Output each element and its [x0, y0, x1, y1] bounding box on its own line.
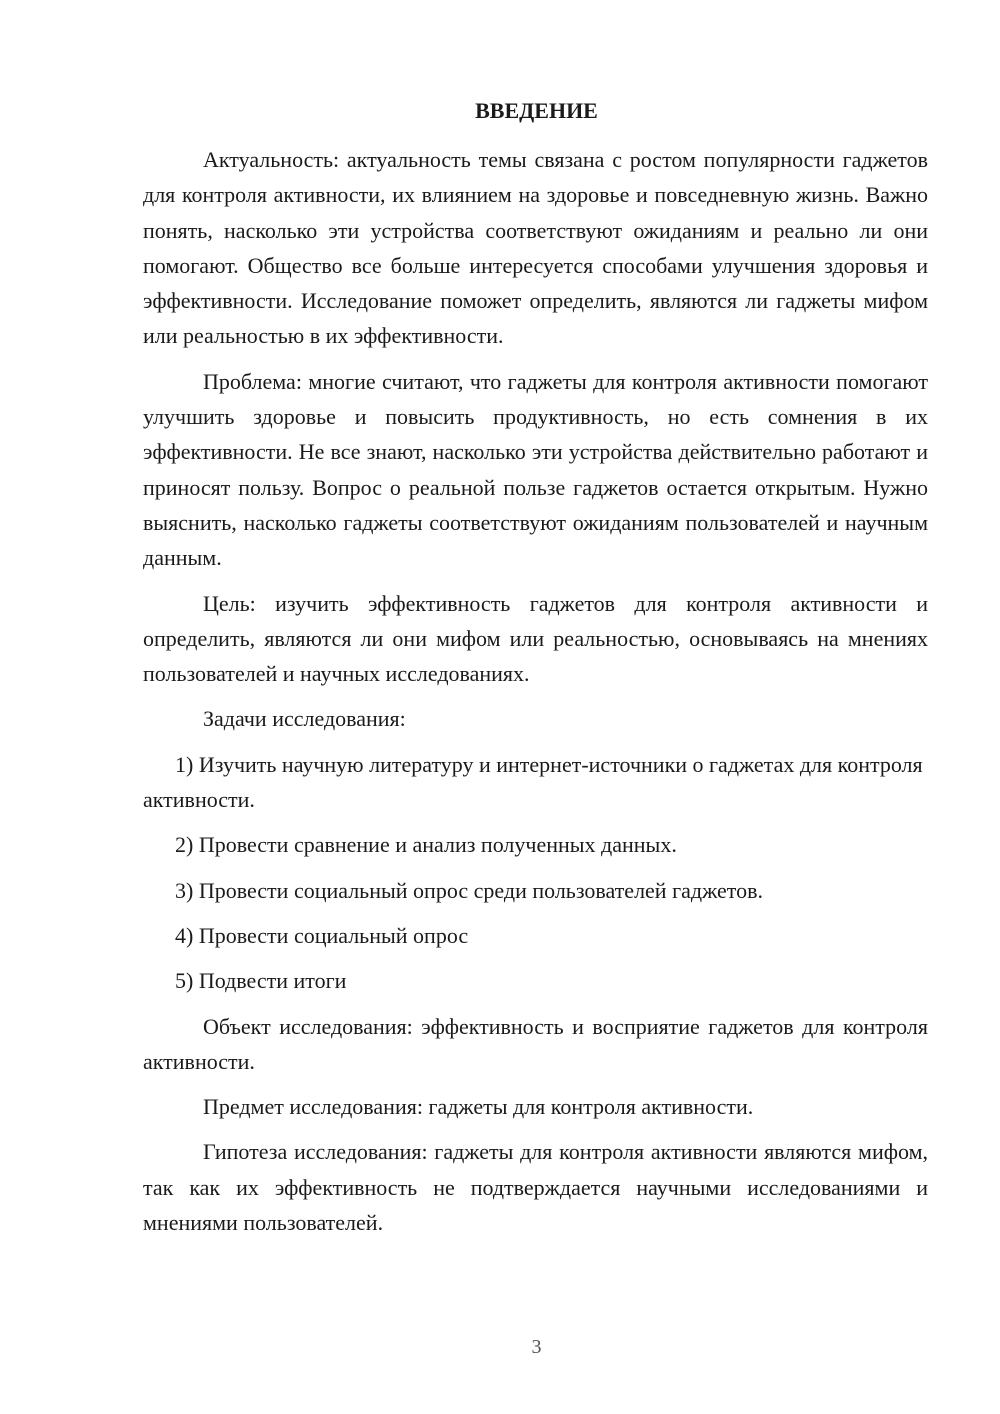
tasks-heading: Задачи исследования: [203, 706, 406, 732]
page-number: 3 [531, 1336, 542, 1358]
paragraph-object: Объект исследования: эффективность и восприятие гаджетов для контроля активности. [143, 1013, 928, 1074]
task-item-3: 3) Провести социальный опрос среди пользователей гаджетов. [175, 877, 763, 903]
task-item-5: 5) Подвести итоги [175, 968, 347, 994]
task-item-1: 1) Изучить научную литературу и интернет-источники о гаджетах для контроля активности. [143, 751, 923, 813]
task-item-4: 4) Провести социальный опрос [175, 922, 469, 948]
paragraph-problem: Проблема: многие считают, что гаджеты для контроля активности помогают улучшить здоровье и повысить продуктивность, но есть сомнения в их эффективности. Не все знают, насколько эти устройства действительно работают и приносят пользу. Вопрос о реальной пользе гаджетов остается открытым. Нужно выяснить, насколько гаджеты соответствуют ожиданиям пользователей и научным данным. [143, 368, 928, 571]
paragraph-goal: Цель: изучить эффективность гаджетов для контроля активности и определить, являются ли они мифом или реальностью, основываясь на мнениях пользователей и научных исследованиях. [143, 590, 928, 687]
paragraph-relevance: Актуальность: актуальность темы связана с ростом популярности гаджетов для контроля активности, их влиянием на здоровье и повседневную жизнь. Важно понять, насколько эти устройства соответствуют ожиданиям и реально ли они помогают. Общество все больше интересуется способами улучшения здоровья и эффективности. Исследование поможет определить, являются ли гаджеты мифом или реальностью в их эффективности. [143, 147, 928, 349]
paragraph-subject: Предмет исследования: гаджеты для контроля активности. [203, 1094, 754, 1120]
page-title: ВВЕДЕНИЕ [475, 98, 598, 123]
paragraph-hypothesis: Гипотеза исследования: гаджеты для контроля активности являются мифом, так как их эффективность не подтверждается научными исследованиями и мнениями пользователей. [143, 1139, 928, 1236]
task-item-2: 2) Провести сравнение и анализ полученных данных. [175, 832, 677, 858]
document-body [143, 142, 928, 1250]
